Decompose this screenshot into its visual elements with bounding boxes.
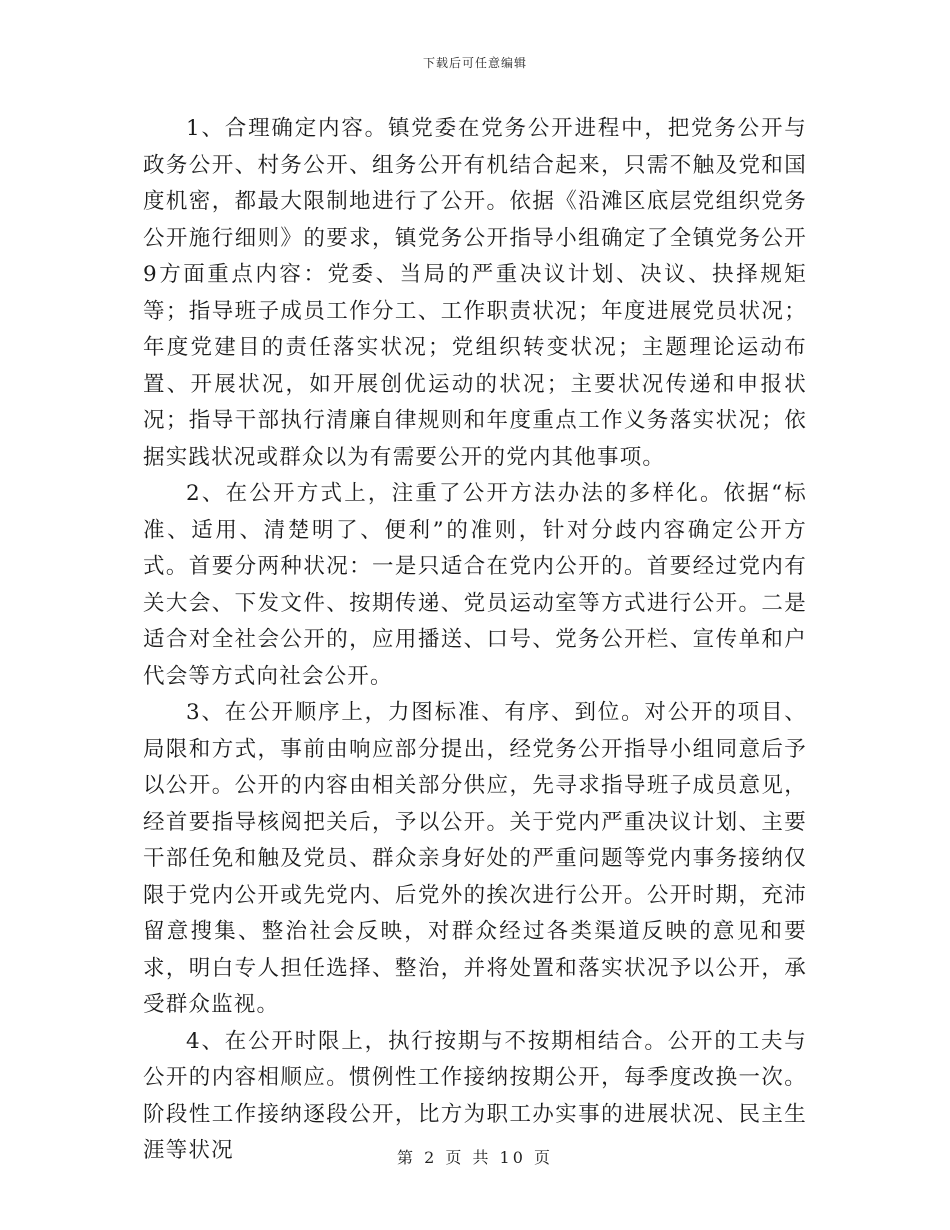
paragraph-3: 3、在公开顺序上，力图标准、有序、到位。对公开的项目、局限和方式，事前由响应部分提出，经党务公开指导小组同意后予以公开。公开的内容由相关部分供应，先寻求指导班子成员意见，经首要指导核阅把关后，予以公开。关于党内严重决议计划、主要干部任免和触及党员、群众亲身好处的严重问题等党内事务接纳仅限于党内公开或先党内、后党外的挨次进行公开。公开时期，充沛留意搜集、整治社会反映，对群众经过各类渠道反映的意见和要求，明白专人担任选择、整治，并将处置和落实状况予以公开，承受群众监视。: [143, 700, 807, 1017]
paragraph-1: 1、合理确定内容。镇党委在党务公开进程中，把党务公开与政务公开、村务公开、组务公开有机结合起来，只需不触及党和国度机密，都最大限制地进行了公开。依据《沿滩区底层党组织党务公开施行细则》的要求，镇党务公开指导小组确定了全镇党务公开9方面重点内容：党委、当局的严重决议计划、决议、抉择规矩等；指导班子成员工作分工、工作职责状况；年度进展党员状况；年度党建目的责任落实状况；党组织转变状况；主题理论运动布置、开展状况，如开展创优运动的状况；主要状况传递和申报状况；指导干部执行清廉自律规则和年度重点工作义务落实状况；依据实践状况或群众以为有需要公开的党内其他事项。: [143, 116, 807, 470]
page-number-footer: 第 2 页 共 10 页: [397, 1148, 553, 1167]
paragraph-4: 4、在公开时限上，执行按期与不按期相结合。公开的工夫与公开的内容相顺应。惯例性工作接纳按期公开，每季度改换一次。阶段性工作接纳逐段公开，比方为职工办实事的进展状况、民主生涯等状况: [143, 1028, 807, 1163]
document-body: [143, 111, 807, 1170]
paragraph-2: 2、在公开方式上，注重了公开方法办法的多样化。依据“标准、适用、清楚明了、便利”的准则，针对分歧内容确定公开方式。首要分两种状况：一是只适合在党内公开的。首要经过党内有关大会、下发文件、按期传递、党员运动室等方式进行公开。二是适合对全社会公开的，应用播送、口号、党务公开栏、宣传单和户代会等方式向社会公开。: [143, 481, 807, 689]
header-note: 下载后可任意编辑: [422, 56, 527, 70]
